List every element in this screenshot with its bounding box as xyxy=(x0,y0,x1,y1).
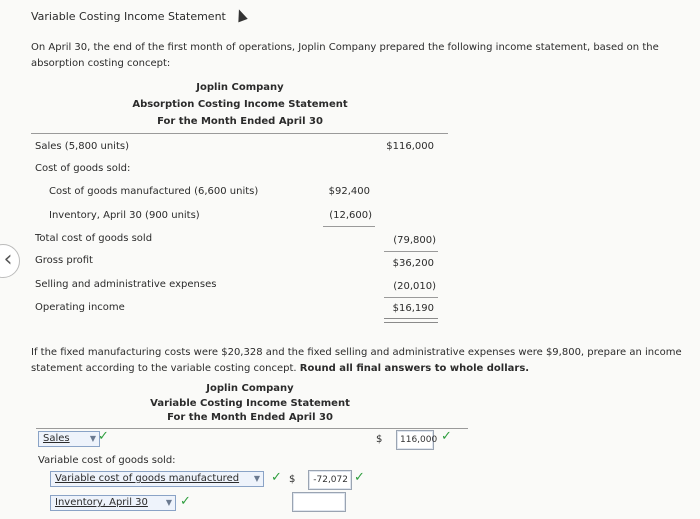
cgm-value: $92,400 xyxy=(328,186,370,197)
absorption-company: Joplin Company xyxy=(196,82,284,93)
sales-label: Sales (5,800 units) xyxy=(35,141,129,152)
chevron-down-icon: ▼ xyxy=(165,498,172,507)
check-icon: ✓ xyxy=(180,494,191,509)
variable-period: For the Month Ended April 30 xyxy=(167,412,333,423)
check-icon: ✓ xyxy=(441,429,452,444)
vcgm-dropdown-value: Variable cost of goods manufactured xyxy=(55,473,240,484)
inventory-dropdown-value: Inventory, April 30 xyxy=(55,497,148,508)
cgm-label: Cost of goods manufactured (6,600 units) xyxy=(49,186,259,197)
sga-value: (20,010) xyxy=(393,281,436,292)
instruction-text: statement according to the variable costing concept. xyxy=(31,363,300,374)
sales-dropdown-value: Sales xyxy=(43,433,70,444)
variable-company: Joplin Company xyxy=(206,383,294,394)
vcgm-dollar-sign: $ xyxy=(289,474,296,485)
previous-button[interactable] xyxy=(0,244,20,278)
gross-profit-value: $36,200 xyxy=(392,258,434,269)
chevron-left-icon: ‹ xyxy=(3,247,13,272)
inventory-label: Inventory, April 30 (900 units) xyxy=(49,210,200,221)
chevron-down-icon: ▼ xyxy=(89,434,96,443)
vcgm-dropdown[interactable] xyxy=(50,471,264,487)
instruction-rounding-note: Round all final answers to whole dollars. xyxy=(299,363,530,374)
operating-income-label: Operating income xyxy=(35,302,125,313)
cogs-label: Cost of goods sold: xyxy=(35,163,131,174)
chevron-down-icon: ▼ xyxy=(253,474,260,483)
variable-statement-title: Variable Costing Income Statement xyxy=(150,398,350,409)
total-cogs-value: (79,800) xyxy=(393,235,436,246)
sales-value: $116,000 xyxy=(386,141,434,152)
absorption-statement-title: Absorption Costing Income Statement xyxy=(132,99,348,110)
sales-dropdown[interactable] xyxy=(38,431,100,447)
mouse-cursor-icon xyxy=(234,8,248,23)
inventory-value: (12,600) xyxy=(329,210,372,221)
check-icon: ✓ xyxy=(98,429,109,444)
absorption-period: For the Month Ended April 30 xyxy=(157,116,323,127)
vcgm-amount-input[interactable]: -72,072 xyxy=(308,470,352,490)
operating-income-value: $16,190 xyxy=(392,303,434,314)
sales-amount-input[interactable]: 116,000 xyxy=(396,430,434,450)
check-icon: ✓ xyxy=(354,470,365,485)
check-icon: ✓ xyxy=(271,470,282,485)
gross-profit-label: Gross profit xyxy=(35,255,93,266)
inventory-amount-input[interactable] xyxy=(292,492,346,512)
instruction-line-2 xyxy=(31,363,529,374)
variable-cogs-label: Variable cost of goods sold: xyxy=(38,455,176,466)
sga-label: Selling and administrative expenses xyxy=(35,279,217,290)
sales-dollar-sign: $ xyxy=(376,434,383,445)
intro-text: On April 30, the end of the first month of operations, Joplin Company prepared the following income statement, based on the absorption costing concept: xyxy=(31,42,659,69)
total-cogs-label: Total cost of goods sold xyxy=(35,233,153,244)
page-title: Variable Costing Income Statement xyxy=(31,10,226,23)
inventory-dropdown[interactable] xyxy=(50,495,176,511)
instruction-line-1: If the fixed manufacturing costs were $20,328 and the fixed selling and administrative expenses were $9,800, prepare an income xyxy=(31,347,682,358)
